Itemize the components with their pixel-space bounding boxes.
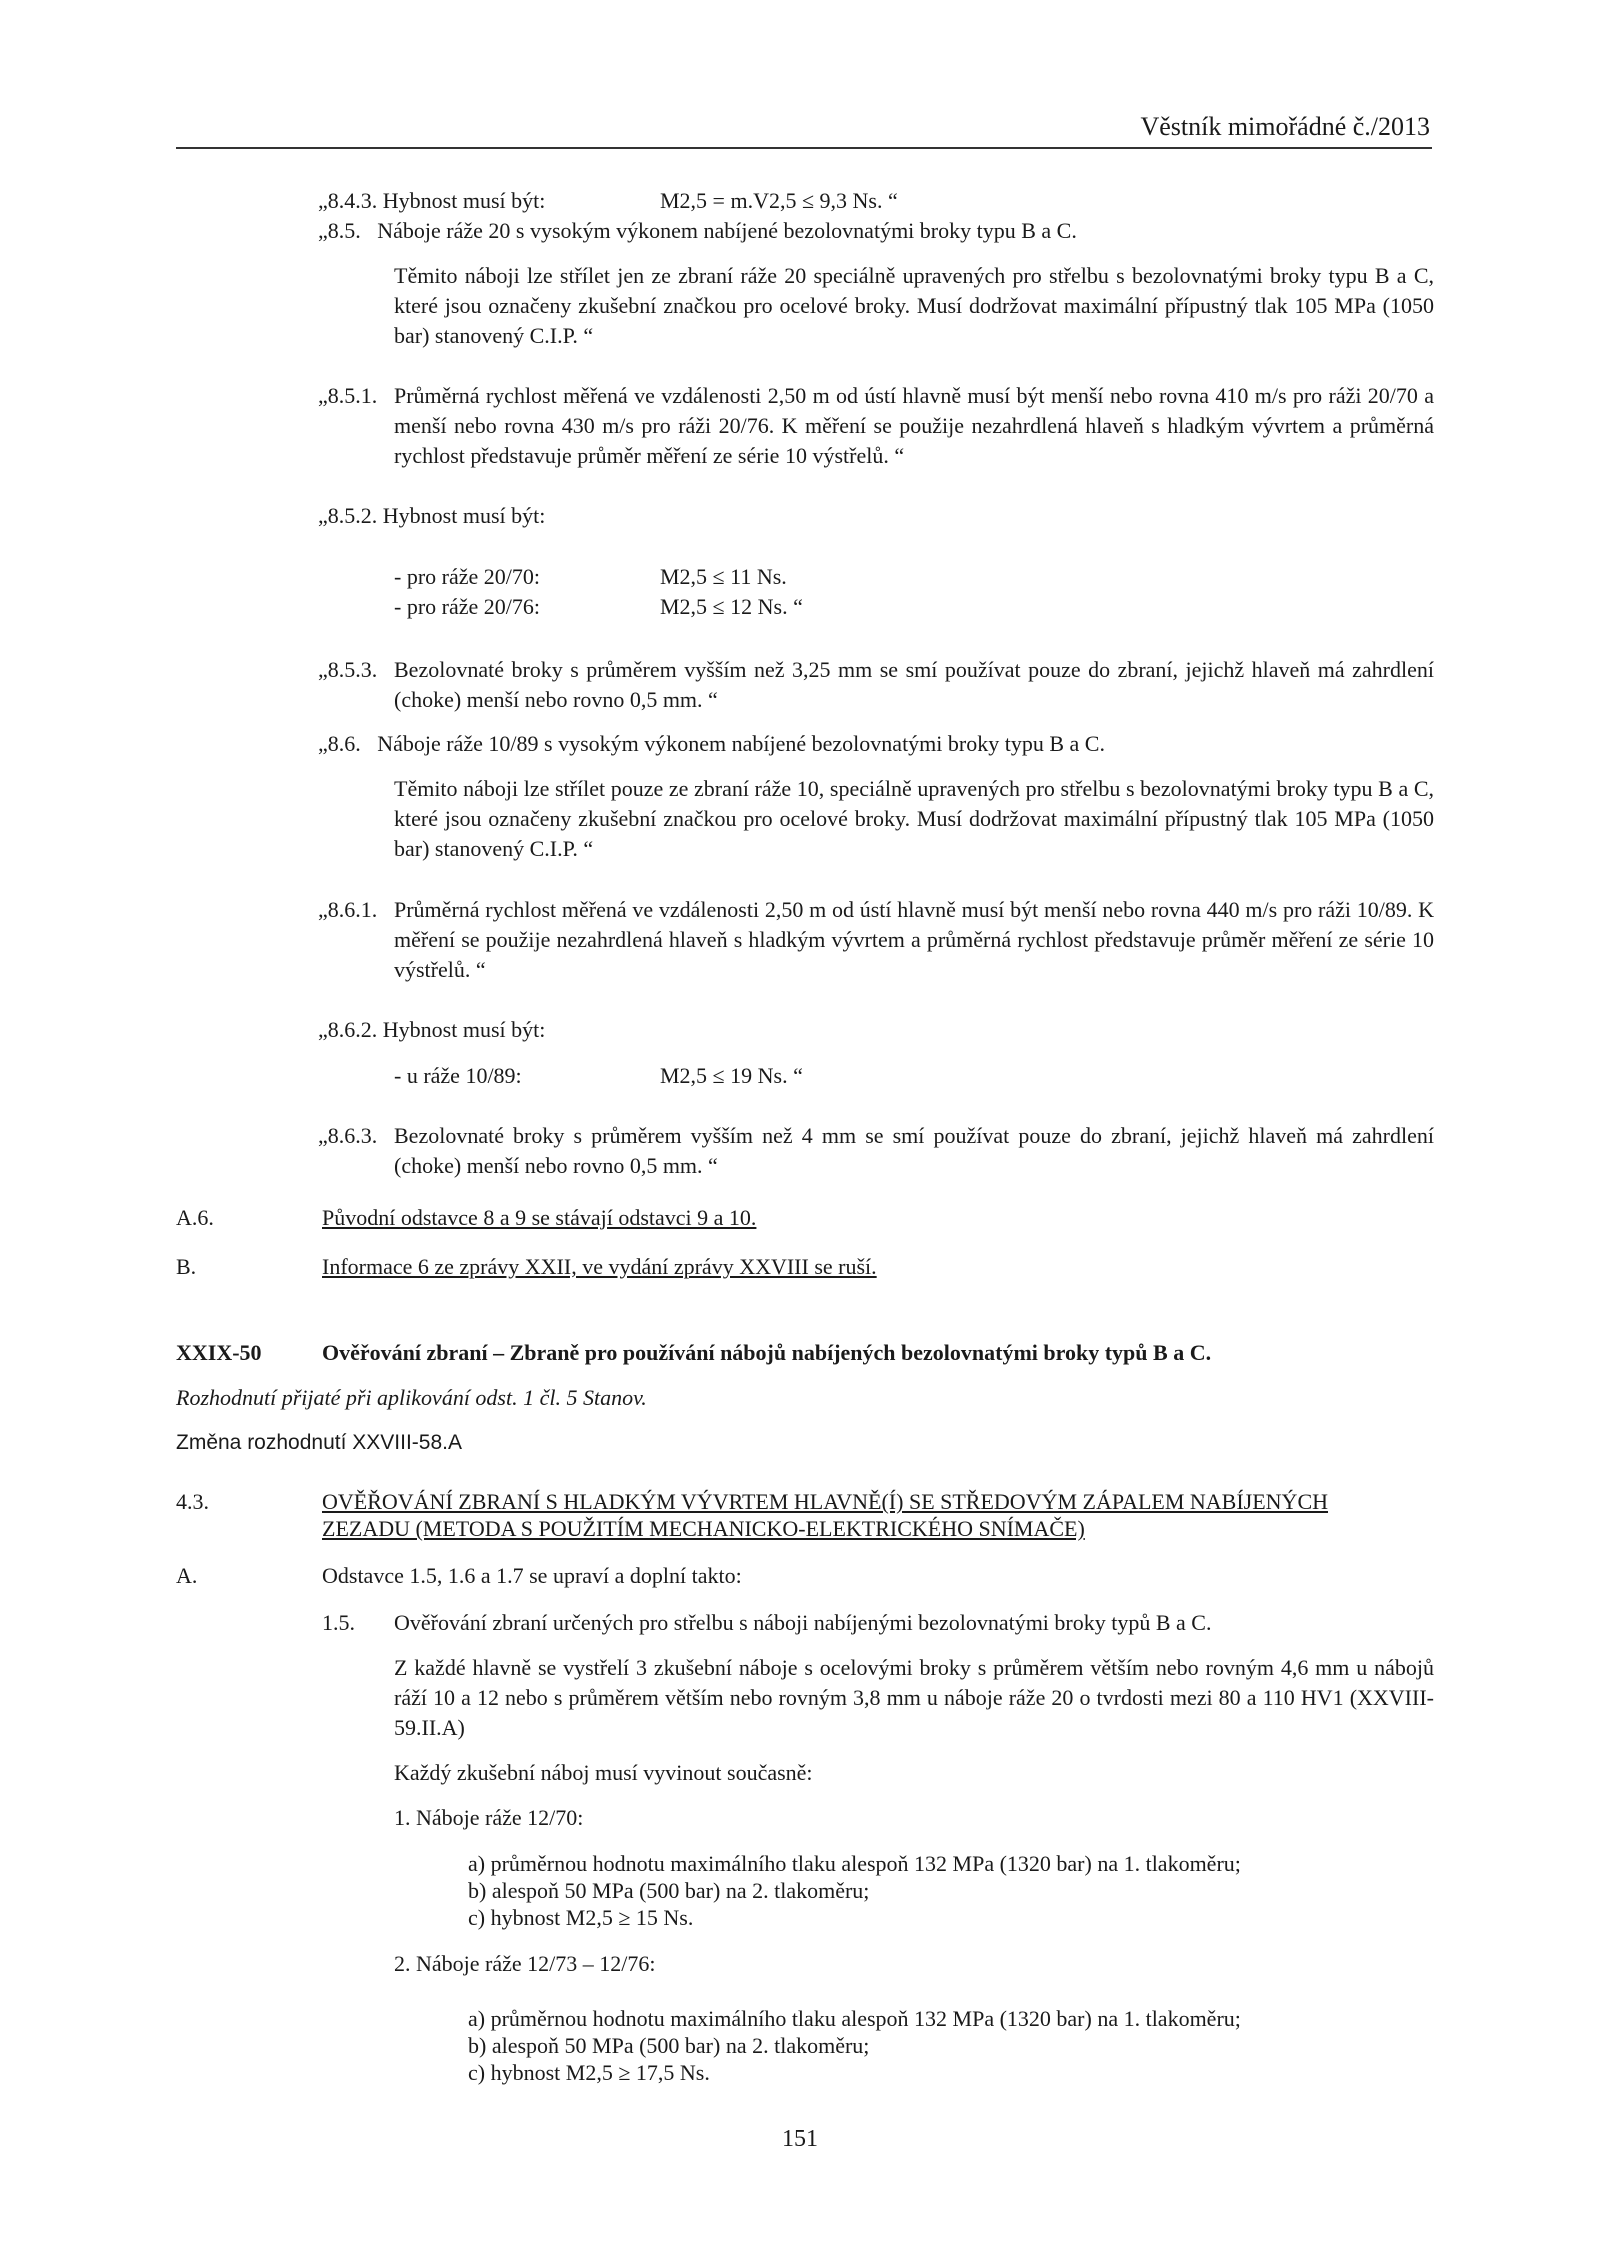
section-43-title-line1: OVĚŘOVÁNÍ ZBRANÍ S HLADKÝM VÝVRTEM HLAVNĚ(Í) SE STŘEDOVÝM ZÁPALEM NABÍJENÝCH: [322, 1489, 1329, 1514]
page-number: 151: [782, 2126, 818, 2152]
section-853-body: Bezolovnaté broky s průměrem vyšším než 3,25 mm se smí používat pouze do zbraní, jejichž hlaveň má zahrdlení (choke) menší nebo rovno 0,5 mm. “: [394, 657, 1434, 712]
cartridge-12-70-heading: 1. Náboje ráže 12/70:: [394, 1805, 584, 1830]
section-85-heading: „8.5. Náboje ráže 20 s vysokým výkonem nabíjené bezolovnatými broky typu B a C.: [318, 218, 1077, 243]
cartridge-12-73-76-heading: 2. Náboje ráže 12/73 – 12/76:: [394, 1951, 656, 1976]
amendment-a6-label: A.6.: [176, 1205, 214, 1230]
section-43-title-line2: ZEZADU (METODA S POUŽITÍM MECHANICKO-ELEKTRICKÉHO SNÍMAČE): [322, 1516, 1085, 1541]
amendment-a6-text: Původní odstavce 8 a 9 se stávají odstavci 9 a 10.: [322, 1205, 757, 1230]
section-15-body: Z každé hlavně se vystřelí 3 zkušební náboje s ocelovými broky s průměrem větším nebo rovným 4,6 mm u nábojů ráží 10 a 12 nebo s průměrem větším nebo rovným 3,8 mm u náboje ráže 20 o tvrdosti mezi 80 a 110 HV1 (XXVIII-59.II.A): [394, 1655, 1434, 1740]
cartridge-12-73-76-item-b: b) alespoň 50 MPa (500 bar) na 2. tlakoměru;: [468, 2033, 870, 2058]
section-862-item-a: - u ráže 10/89:: [394, 1063, 522, 1088]
cartridge-12-70-item-c: c) hybnost M2,5 ≥ 15 Ns.: [468, 1905, 694, 1930]
section-15-heading: Ověřování zbraní určených pro střelbu s náboji nabíjenými bezolovnatými broky typů B a C.: [394, 1610, 1212, 1635]
cartridge-12-73-76-item-c: c) hybnost M2,5 ≥ 17,5 Ns.: [468, 2060, 710, 2085]
cartridge-12-70-item-b: b) alespoň 50 MPa (500 bar) na 2. tlakoměru;: [468, 1878, 870, 1903]
amendment-b-label: B.: [176, 1254, 197, 1279]
header-rule: [176, 147, 1432, 149]
section-85-body: Těmito náboji lze střílet jen ze zbraní ráže 20 speciálně upravených pro střelbu s bezolovnatými broky typu B a C, které jsou označeny zkušební značkou pro ocelové broky. Musí dodržovat maximální přípustný tlak 105 MPa (1050 bar) stanovený C.I.P. “: [394, 263, 1434, 348]
section-43-label: 4.3.: [176, 1489, 209, 1514]
amendment-a-text: Odstavce 1.5, 1.6 a 1.7 se upraví a doplní takto:: [322, 1563, 742, 1588]
section-843-formula: M2,5 = m.V2,5 ≤ 9,3 Ns. “: [660, 188, 898, 213]
section-863-body: Bezolovnaté broky s průměrem vyšším než 4 mm se smí používat pouze do zbraní, jejichž hlaveň má zahrdlení (choke) menší nebo rovno 0,5 mm. “: [394, 1123, 1434, 1178]
decision-title: Ověřování zbraní – Zbraně pro používání nábojů nabíjených bezolovnatými broky typů B a C.: [322, 1340, 1212, 1365]
section-862-label: „8.6.2. Hybnost musí být:: [318, 1017, 546, 1042]
section-86-body: Těmito náboji lze střílet pouze ze zbraní ráže 10, speciálně upravených pro střelbu s bezolovnatými broky typu B a C, které jsou označeny zkušební značkou pro ocelové broky. Musí dodržovat maximální přípustný tlak 105 MPa (1050 bar) stanovený C.I.P. “: [394, 776, 1434, 861]
section-853-number: „8.5.3.: [318, 657, 378, 682]
section-852-item-b-value: M2,5 ≤ 12 Ns. “: [660, 594, 803, 619]
decision-basis: Rozhodnutí přijaté při aplikování odst. 1 čl. 5 Stanov.: [176, 1385, 647, 1410]
cartridge-12-73-76-item-a: a) průměrnou hodnotu maximálního tlaku alespoň 132 MPa (1320 bar) na 1. tlakoměru;: [468, 2006, 1241, 2031]
section-852-item-a: - pro ráže 20/70:: [394, 564, 540, 589]
section-851-body: Průměrná rychlost měřená ve vzdálenosti 2,50 m od ústí hlavně musí být menší nebo rovna 410 m/s pro ráži 20/70 a menší nebo rovna 430 m/s pro ráži 20/76. K měření se použije nezahrdlená hlaveň s hladkým vývrtem a průměrná rychlost představuje průměr měření ze série 10 výstřelů. “: [394, 383, 1434, 468]
section-861-number: „8.6.1.: [318, 897, 378, 922]
section-852-item-b: - pro ráže 20/76:: [394, 594, 540, 619]
section-863-number: „8.6.3.: [318, 1123, 378, 1148]
section-852-label: „8.5.2. Hybnost musí být:: [318, 503, 546, 528]
decision-change: Změna rozhodnutí XXVIII-58.A: [176, 1431, 462, 1454]
requirement-intro: Každý zkušební náboj musí vyvinout současně:: [394, 1760, 813, 1785]
cartridge-12-70-item-a: a) průměrnou hodnotu maximálního tlaku alespoň 132 MPa (1320 bar) na 1. tlakoměru;: [468, 1851, 1241, 1876]
section-852-item-a-value: M2,5 ≤ 11 Ns.: [660, 564, 787, 589]
section-843-label: „8.4.3. Hybnost musí být:: [318, 188, 546, 213]
section-15-number: 1.5.: [322, 1610, 355, 1635]
amendment-a-label: A.: [176, 1563, 198, 1588]
decision-code: XXIX-50: [176, 1340, 262, 1365]
journal-header: Věstník mimořádné č./2013: [1140, 112, 1430, 141]
section-86-heading: „8.6. Náboje ráže 10/89 s vysokým výkonem nabíjené bezolovnatými broky typu B a C.: [318, 731, 1105, 756]
section-851-number: „8.5.1.: [318, 383, 378, 408]
section-862-item-a-value: M2,5 ≤ 19 Ns. “: [660, 1063, 803, 1088]
amendment-b-text: Informace 6 ze zprávy XXII, ve vydání zprávy XXVIII se ruší.: [322, 1254, 877, 1279]
section-861-body: Průměrná rychlost měřená ve vzdálenosti 2,50 m od ústí hlavně musí být menší nebo rovna 440 m/s pro ráži 10/89. K měření se použije nezahrdlená hlaveň s hladkým vývrtem a průměrná rychlost představuje průměr měření ze série 10 výstřelů. “: [394, 897, 1434, 982]
